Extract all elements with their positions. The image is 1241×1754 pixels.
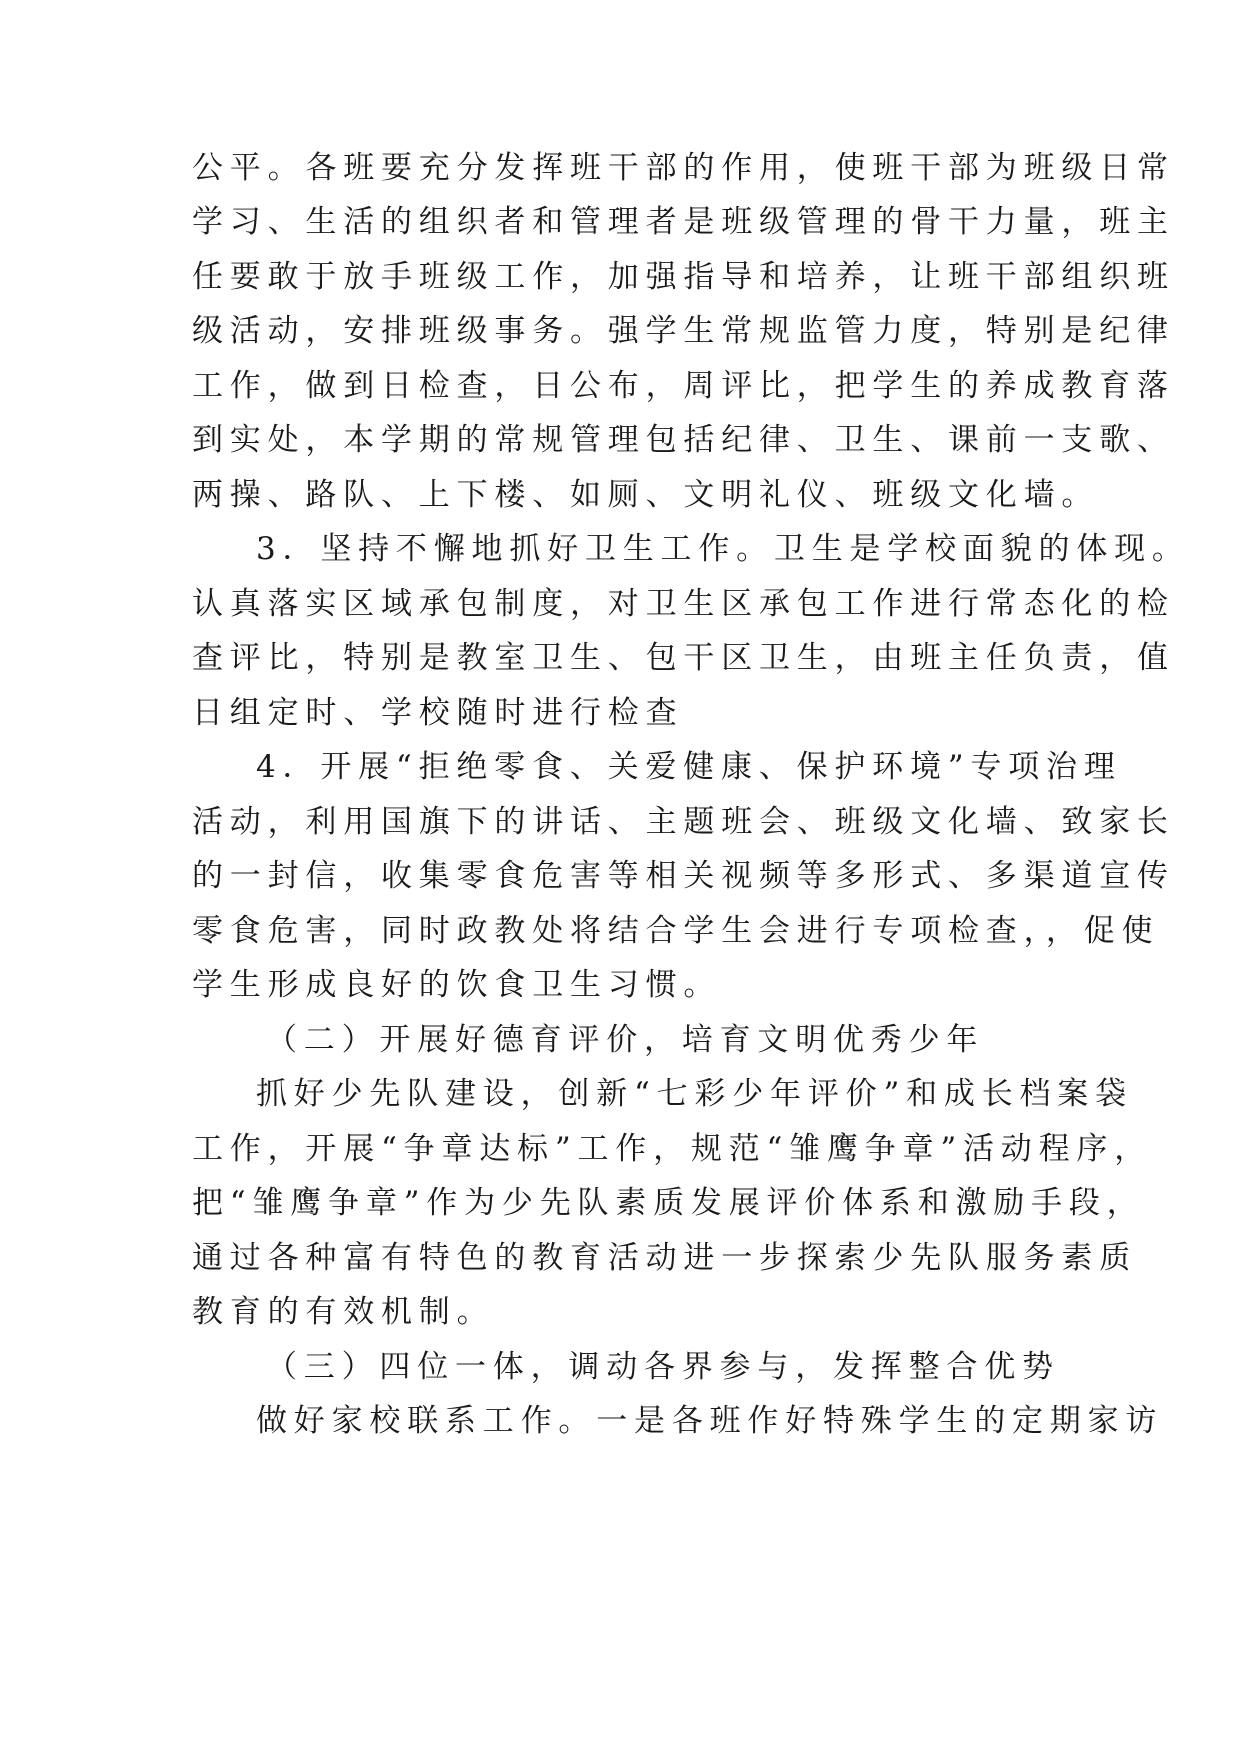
paragraph-line: 日组定时、学校随时进行检查 xyxy=(192,695,684,731)
paragraph-line: 教育的有效机制。 xyxy=(192,1294,495,1330)
paragraph-line: 任要敢于放手班级工作，加强指导和培养，让班干部组织班 xyxy=(192,259,1175,295)
paragraph-line: 活动，利用国旗下的讲话、主题班会、班级文化墙、致家长 xyxy=(192,804,1175,840)
paragraph-line: 工作，做到日检查，日公布，周评比，把学生的养成教育落 xyxy=(192,368,1175,404)
paragraph-line: 认真落实区域承包制度，对卫生区承包工作进行常态化的检 xyxy=(192,586,1175,622)
paragraph-line: 通过各种富有特色的教育活动进一步探索少先队服务素质 xyxy=(192,1240,1137,1276)
paragraph-line: 3．坚持不懈地抓好卫生工作。卫生是学校面貌的体现。 xyxy=(256,531,1190,567)
paragraph-line: 4．开展“拒绝零食、关爱健康、保护环境”专项治理 xyxy=(256,749,1122,785)
paragraph-line: 零食危害，同时政教处将结合学生会进行专项检查，，促使 xyxy=(192,913,1160,949)
paragraph-line: 到实处，本学期的常规管理包括纪律、卫生、课前一支歌、 xyxy=(192,422,1175,458)
section-heading: （二）开展好德育评价，培育文明优秀少年 xyxy=(266,1022,985,1058)
paragraph-line: 查评比，特别是教室卫生、包干区卫生，由班主任负责，值 xyxy=(192,640,1175,676)
section-heading: （三）四位一体，调动各界参与，发挥整合优势 xyxy=(266,1349,1060,1385)
paragraph-line: 把“雏鹰争章”作为少先队素质发展评价体系和激励手段， xyxy=(192,1185,1145,1221)
paragraph-line: 工作，开展“争章达标”工作，规范“雏鹰争章”活动程序， xyxy=(192,1131,1152,1167)
paragraph-line: 级活动，安排班级事务。强学生常规监管力度，特别是纪律 xyxy=(192,313,1175,349)
paragraph-line: 做好家校联系工作。一是各班作好特殊学生的定期家访 xyxy=(256,1403,1164,1439)
paragraph-line: 学生形成良好的饮食卫生习惯。 xyxy=(192,967,722,1003)
paragraph-line: 两操、路队、上下楼、如厕、文明礼仪、班级文化墙。 xyxy=(192,477,1100,513)
paragraph-line: 学习、生活的组织者和管理者是班级管理的骨干力量，班主 xyxy=(192,204,1175,240)
paragraph-line: 抓好少先队建设，创新“七彩少年评价”和成长档案袋 xyxy=(256,1076,1133,1112)
paragraph-line: 公平。各班要充分发挥班干部的作用，使班干部为班级日常 xyxy=(192,150,1175,186)
paragraph-line: 的一封信，收集零食危害等相关视频等多形式、多渠道宣传 xyxy=(192,858,1175,894)
